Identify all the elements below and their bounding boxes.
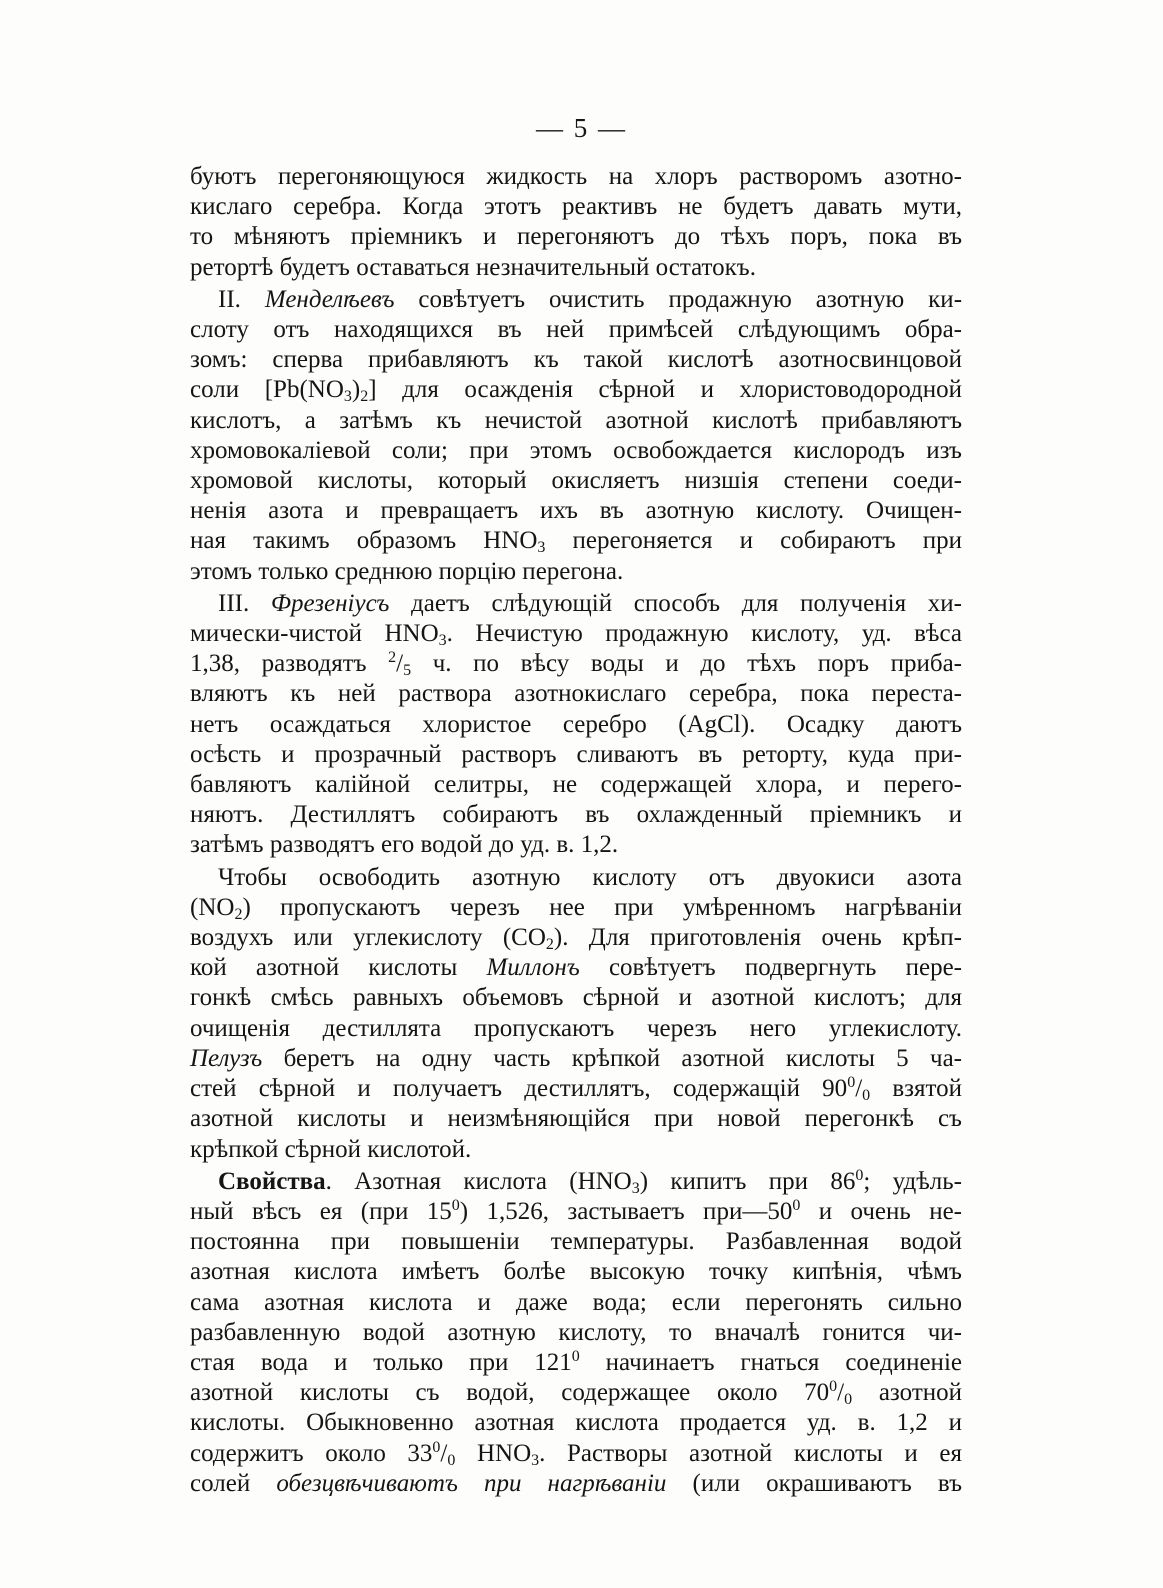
text-line: содержитъ около $33^0/_0$ $HNO_3$. Растворы азотной кислоты и ея — [190, 1438, 962, 1469]
text-line: гонкѣ смѣсь равныхъ объемовъ сѣрной и азотной кислотъ; для — [190, 984, 962, 1012]
paragraph-properties — [190, 1167, 962, 1499]
author-name: Пелузъ — [190, 1044, 263, 1072]
paragraph-fresenius — [190, 589, 962, 861]
text-line: 1,38, разводятъ $^2/_5$ ч. по вѣсу воды и до тѣхъ поръ приба- — [190, 649, 962, 680]
text-line: разбавленную водой азотную кислоту, то вначалѣ гонится чи- — [190, 1318, 962, 1346]
text-line: кислотъ, а затѣмъ къ нечистой азотной кислотѣ прибавляютъ — [190, 406, 962, 434]
text-line: азотной кислоты и неизмѣняющійся при новой перегонкѣ съ — [190, 1105, 962, 1133]
text-line: Чтобы освободить азотную кислоту отъ двуокиси азота — [218, 863, 962, 891]
text-line: зомъ: сперва прибавляютъ къ такой кислотѣ азотносвинцовой — [190, 346, 962, 374]
page-number: — 5 — — [536, 113, 627, 143]
text-line: ная такимъ образомъ $HNO_3$ перегоняется и собираютъ при — [190, 527, 962, 557]
text-line: ненія азота и превращаетъ ихъ въ азотную кислоту. Очищен- — [190, 497, 962, 525]
text-line: то мѣняютъ пріемникъ и перегоняютъ до тѣхъ поръ, пока въ — [190, 223, 962, 251]
text-line: сама азотная кислота и даже вода; если перегонять сильно — [190, 1288, 962, 1316]
text-line: солей обезцвѣчиваютъ при нагрѣваніи (или окрашиваютъ въ — [190, 1469, 963, 1497]
text-line: ный вѣсъ ея (при $15^0$) 1,526, застываетъ $при—50^0$ и очень не- — [190, 1196, 963, 1225]
paragraph-purification — [190, 863, 962, 1165]
text-line: хромовой кислоты, который окисляетъ низшія степени соеди- — [190, 467, 962, 495]
text-line: хромовокаліевой соли; при этомъ освобождается кислородъ изъ — [190, 436, 962, 464]
text-line: III. Фрезеніусъ даетъ слѣдующій способъ для полученія хи- — [218, 589, 962, 617]
text-line: крѣпкой сѣрной кислотой. — [190, 1135, 472, 1163]
text-line: постоянна при повышеніи температуры. Разбавленная водой — [190, 1228, 962, 1256]
paragraph-mendeleev — [190, 285, 962, 587]
emphasis: обезцвѣчиваютъ при нагрѣваніи — [276, 1469, 667, 1497]
text-line: затѣмъ разводятъ его водой до уд. в. 1,2. — [190, 831, 619, 859]
text-line: нетъ осаждаться хлористое серебро (AgCl). Осадку даютъ — [190, 710, 962, 738]
text-line: $(NO_2)$ пропускаютъ черезъ нее при умѣренномъ нагрѣваніи — [190, 893, 962, 923]
text-line: осѣсть и прозрачный растворъ сливаютъ въ реторту, куда при- — [190, 740, 962, 768]
body-text — [190, 162, 962, 1501]
author-name: Менделѣевъ — [264, 285, 395, 313]
text-line: соли $[Pb(NO_3)_2]$ для осажденія сѣрной и хлористоводородной — [190, 376, 962, 406]
text-line: азотная кислота имѣетъ болѣе высокую точку кипѣнія, чѣмъ — [190, 1258, 962, 1286]
text-line: кислоты. Обыкновенно азотная кислота продается уд. в. 1,2 и — [190, 1409, 962, 1437]
text-line: Пелузъ беретъ на одну часть крѣпкой азотной кислоты 5 ча- — [190, 1044, 962, 1072]
text-line: слоту отъ находящихся въ ней примѣсей слѣдующимъ обра- — [190, 316, 962, 344]
text-line: няютъ. Дестиллятъ собираютъ въ охлажденный пріемникъ и — [190, 801, 962, 829]
text-line: азотной кислоты съ водой, содержащее около $70^0/_0$ азотной — [190, 1378, 963, 1409]
text-line: ретортѣ будетъ оставаться незначительный остатокъ. — [190, 253, 756, 281]
text-line: мически-чистой $HNO_3$. Нечистую продажную кислоту, уд. вѣса — [190, 620, 962, 650]
text-line: стая вода и только при $121^0$ начинаетъ гнаться соединеніе — [190, 1347, 962, 1376]
paragraph-distillation-end — [190, 162, 962, 283]
text-line: бавляютъ калійной селитры, не содержащей хлора, и перего- — [190, 771, 962, 799]
text-line: II. Менделѣевъ совѣтуетъ очистить продажную азотную ки- — [218, 285, 963, 313]
author-name: Фрезеніусъ — [270, 589, 390, 617]
text-line: кой азотной кислоты Миллонъ совѣтуетъ подвергнуть пере- — [190, 954, 962, 982]
text-line: вляютъ къ ней раствора азотнокислаго серебра, пока переста- — [190, 680, 962, 708]
text-line: этомъ только среднюю порцію перегона. — [190, 557, 624, 585]
text-line: кислаго серебра. Когда этотъ реактивъ не будетъ давать мути, — [190, 193, 962, 221]
section-heading: Свойства — [218, 1167, 326, 1195]
text-line: буютъ перегоняющуюся жидкость на хлоръ растворомъ азотно- — [190, 163, 962, 190]
author-name: Миллонъ — [486, 954, 580, 982]
text-line: Свойства. Азотная кислота $(HNO_3)$ кипитъ при $86^0$; удѣль- — [218, 1166, 963, 1197]
text-line: стей сѣрной и получаетъ дестиллятъ, содержащій $90^0/_0$ взятой — [190, 1074, 962, 1105]
text-line: воздухъ или углекислоту $(CO_2)$. Для приготовленія очень крѣп- — [190, 924, 962, 954]
text-line: очищенія дестиллята пропускаютъ черезъ него углекислоту. — [190, 1014, 962, 1042]
